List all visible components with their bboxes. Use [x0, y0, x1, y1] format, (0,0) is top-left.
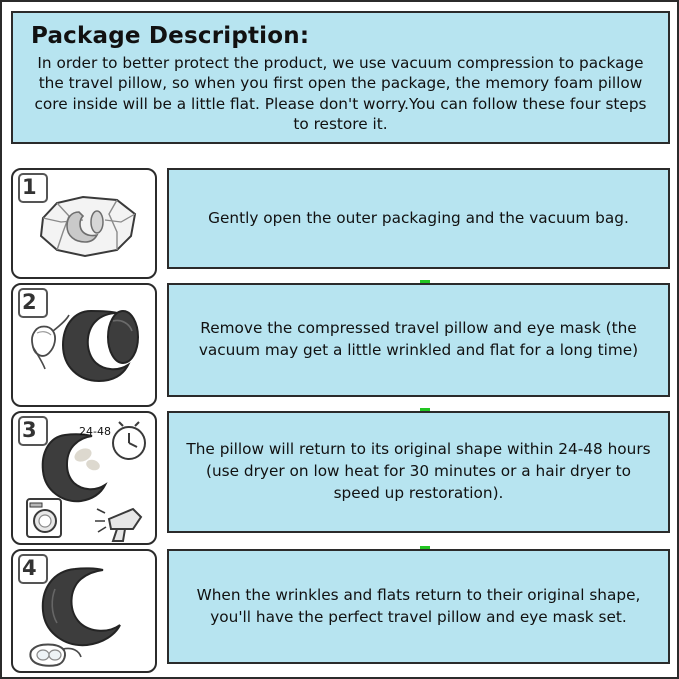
step-4-icon-card — [11, 549, 157, 673]
step-3-number: 3 — [22, 418, 37, 442]
header-description-text: In order to better protect the product, we use vacuum compression to package the travel pillow, so when you first open the package, the memory foam pillow core inside will be a little flat. Please don't worry.You can follow these four steps to restore it. — [34, 54, 647, 134]
package-description-header — [11, 11, 670, 144]
step-1-text-card — [167, 168, 670, 269]
step-4-number: 4 — [22, 556, 37, 580]
step-3-timer-label: 24-48 — [79, 425, 111, 438]
step-1-number: 1 — [22, 175, 37, 199]
step-2-number: 2 — [22, 290, 37, 314]
step-2-icon-card — [11, 283, 157, 407]
step-row-2 — [11, 283, 670, 407]
step-row-1 — [11, 168, 670, 279]
step-row-3 — [11, 411, 670, 545]
step-2-text-card — [167, 283, 670, 397]
step-3-icon-card — [11, 411, 157, 545]
step-row-4 — [11, 549, 670, 673]
page-title: Package Description: — [31, 23, 310, 49]
step-2-text: Remove the compressed travel pillow and eye mask (the vacuum may get a little wrinkled and flat for a long time) — [198, 319, 639, 359]
step-3-text-card — [167, 411, 670, 533]
step-3-text: The pillow will return to its original shape within 24-48 hours (use dryer on low heat for 30 minutes or a hair dryer to speed up restoration). — [186, 440, 651, 502]
step-4-text-card — [167, 549, 670, 664]
step-1-icon-card — [11, 168, 157, 279]
step-4-text: When the wrinkles and flats return to their original shape, you'll have the perfect travel pillow and eye mask set. — [196, 585, 641, 626]
step-1-text: Gently open the outer packaging and the vacuum bag. — [208, 208, 629, 227]
